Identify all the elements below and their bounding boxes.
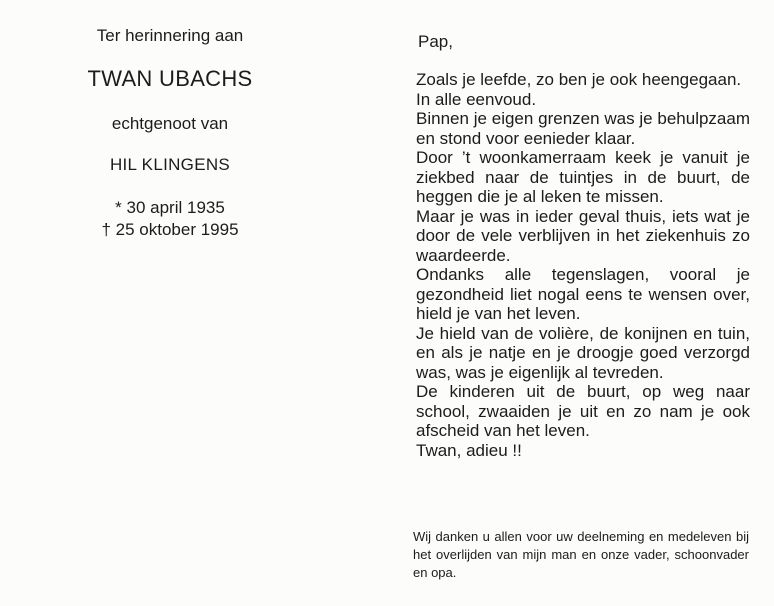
death-date: † 25 oktober 1995 — [101, 220, 239, 239]
poem-line: Maar je was in ieder geval thuis, iets wat je door de vele verblijven in het ziekenhuis zo waardeerde. — [416, 206, 750, 265]
poem-greeting: Pap, — [418, 32, 453, 51]
spouse-name: HIL KLINGENS — [109, 155, 231, 174]
poem-line: De kinderen uit de buurt, op weg naar school, zwaaiden je uit en zo nam je ook afscheid van het leven. — [416, 382, 750, 440]
poem-line: In alle eenvoud. — [416, 89, 537, 109]
birth-date: * 30 april 1935 — [115, 198, 225, 217]
poem-line: Twan, adieu !! — [416, 440, 522, 460]
thanks-note: Wij danken u allen voor uw deelneming en medeleven bij het overlijden van mijn man en onze vader, schoonvader en opa. — [413, 529, 749, 580]
deceased-name: TWAN UBACHS — [87, 66, 253, 91]
poem-line: Zoals je leefde, zo ben je ook heengegaan. — [416, 70, 742, 89]
poem-line: Ondanks alle tegenslagen, vooral je gezondheid liet nogal eens te wensen over, hield je van het leven. — [416, 265, 750, 323]
spouse-relation: echtgenoot van — [111, 114, 229, 133]
intro-text: Ter herinnering aan — [96, 26, 244, 45]
poem-text — [416, 70, 750, 460]
poem-line: Door ’t woonkamerraam keek je vanuit je ziekbed naar de tuintjes in de buurt, de heggen die je al leken te missen. — [416, 148, 750, 206]
poem-line: Je hield van de volière, de konijnen en tuin, en als je natje en je droogje goed verzorgd was, was je eigenlijk al tevreden. — [416, 323, 750, 382]
poem-line: Binnen je eigen grenzen was je behulpzaam en stond voor eenieder klaar. — [416, 109, 750, 148]
